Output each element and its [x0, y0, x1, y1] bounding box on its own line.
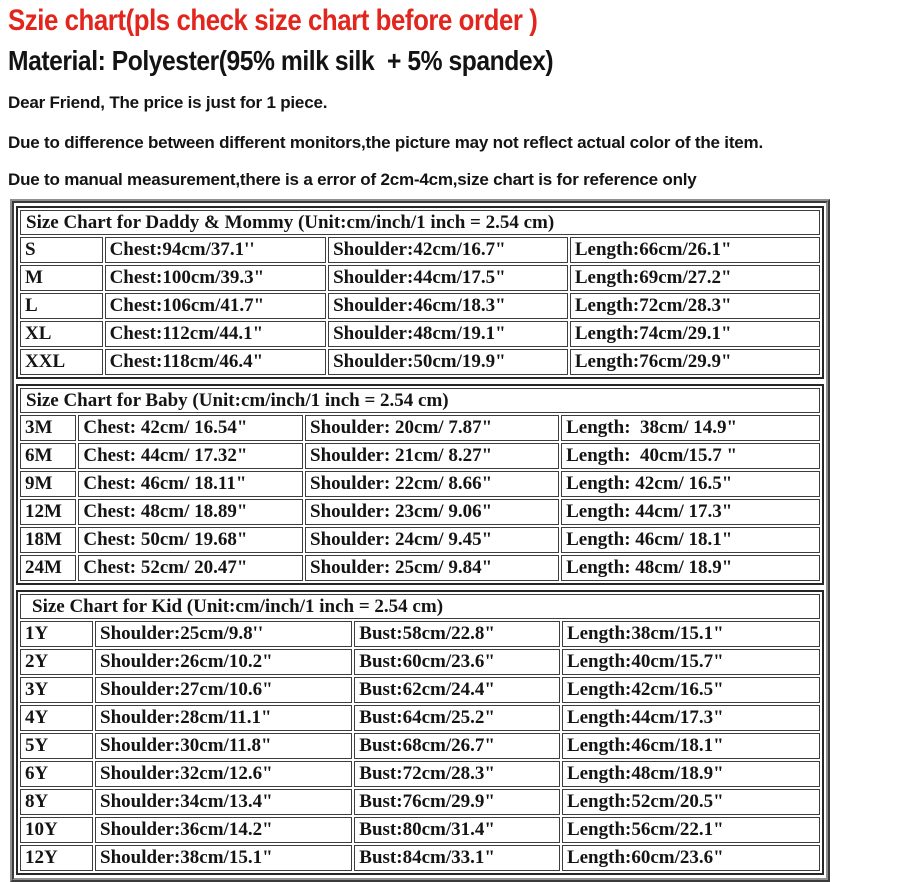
table-title-row [20, 210, 820, 235]
note-monitors: Due to difference between different monitors,the picture may not reflect actual color of the item. [8, 133, 763, 152]
measurement-cell: Bust:72cm/28.3" [354, 761, 560, 787]
measurement-cell: Shoulder: 21cm/ 8.27" [305, 443, 559, 469]
measurement-cell: Chest:118cm/46.4" [105, 349, 327, 375]
measurement-cell: Length: 46cm/ 18.1" [561, 527, 820, 553]
table-row [20, 555, 820, 581]
size-cell: 18M [20, 527, 76, 553]
measurement-cell: Length:74cm/29.1" [570, 321, 820, 347]
measurement-cell: Length: 40cm/15.7 " [561, 443, 820, 469]
table-row [20, 817, 820, 843]
size-cell: 24M [20, 555, 76, 581]
size-chart-page [0, 4, 904, 881]
table-row [20, 677, 820, 703]
measurement-cell: Bust:80cm/31.4" [354, 817, 560, 843]
size-cell: S [20, 237, 103, 263]
measurement-cell: Shoulder: 24cm/ 9.45" [305, 527, 559, 553]
measurement-cell: Bust:62cm/24.4" [354, 677, 560, 703]
measurement-cell: Length:56cm/22.1" [562, 817, 820, 843]
measurement-cell: Length:69cm/27.2" [570, 265, 820, 291]
measurement-cell: Shoulder:42cm/16.7" [328, 237, 568, 263]
measurement-cell: Shoulder:28cm/11.1" [95, 705, 352, 731]
size-table-kid [16, 590, 824, 875]
table-row [20, 845, 820, 871]
table-row [20, 499, 820, 525]
measurement-cell: Chest:112cm/44.1" [105, 321, 327, 347]
measurement-cell: Shoulder:25cm/9.8'' [95, 621, 352, 647]
size-cell: M [20, 265, 103, 291]
table-row [20, 761, 820, 787]
table-row [20, 649, 820, 675]
table-row [20, 321, 820, 347]
measurement-cell: Shoulder:26cm/10.2" [95, 649, 352, 675]
measurement-cell: Length: 44cm/ 17.3" [561, 499, 820, 525]
table-row [20, 237, 820, 263]
table-row [20, 621, 820, 647]
table-row [20, 789, 820, 815]
table-row [20, 705, 820, 731]
size-cell: 6Y [20, 761, 93, 787]
measurement-cell: Length:44cm/17.3" [562, 705, 820, 731]
table-title: Size Chart for Kid (Unit:cm/inch/1 inch = 2.54 cm) [20, 594, 820, 619]
size-cell: 3Y [20, 677, 93, 703]
size-cell: 12Y [20, 845, 93, 871]
measurement-cell: Shoulder:30cm/11.8" [95, 733, 352, 759]
measurement-cell: Length:46cm/18.1" [562, 733, 820, 759]
measurement-cell: Shoulder: 20cm/ 7.87" [305, 415, 559, 441]
size-cell: 4Y [20, 705, 93, 731]
size-cell: 9M [20, 471, 76, 497]
measurement-cell: Shoulder:50cm/19.9" [328, 349, 568, 375]
size-cell: XL [20, 321, 103, 347]
measurement-cell: Chest: 52cm/ 20.47" [78, 555, 303, 581]
measurement-cell: Chest: 44cm/ 17.32" [78, 443, 303, 469]
measurement-cell: Shoulder:46cm/18.3" [328, 293, 568, 319]
measurement-cell: Chest: 46cm/ 18.11" [78, 471, 303, 497]
size-charts-container [10, 199, 830, 882]
measurement-cell: Bust:84cm/33.1" [354, 845, 560, 871]
measurement-cell: Bust:58cm/22.8" [354, 621, 560, 647]
measurement-cell: Shoulder:48cm/19.1" [328, 321, 568, 347]
measurement-cell: Shoulder:27cm/10.6" [95, 677, 352, 703]
measurement-cell: Length:38cm/15.1" [562, 621, 820, 647]
measurement-cell: Chest: 42cm/ 16.54" [78, 415, 303, 441]
size-cell: 8Y [20, 789, 93, 815]
measurement-cell: Shoulder: 23cm/ 9.06" [305, 499, 559, 525]
size-cell: XXL [20, 349, 103, 375]
measurement-cell: Length: 42cm/ 16.5" [561, 471, 820, 497]
table-title-row [20, 388, 820, 413]
measurement-cell: Length:66cm/26.1" [570, 237, 820, 263]
table-title: Size Chart for Baby (Unit:cm/inch/1 inch = 2.54 cm) [20, 388, 820, 413]
measurement-cell: Shoulder:34cm/13.4" [95, 789, 352, 815]
measurement-cell: Length: 48cm/ 18.9" [561, 555, 820, 581]
table-title: Size Chart for Daddy & Mommy (Unit:cm/inch/1 inch = 2.54 cm) [20, 210, 820, 235]
measurement-cell: Length:48cm/18.9" [562, 761, 820, 787]
table-row [20, 443, 820, 469]
table-row [20, 733, 820, 759]
measurement-cell: Chest: 50cm/ 19.68" [78, 527, 303, 553]
table-row [20, 265, 820, 291]
measurement-cell: Length:76cm/29.9" [570, 349, 820, 375]
measurement-cell: Length:52cm/20.5" [562, 789, 820, 815]
measurement-cell: Chest:94cm/37.1'' [105, 237, 327, 263]
measurement-cell: Shoulder: 22cm/ 8.66" [305, 471, 559, 497]
size-cell: 5Y [20, 733, 93, 759]
size-cell: 6M [20, 443, 76, 469]
size-cell: 12M [20, 499, 76, 525]
size-table-baby [16, 384, 824, 585]
measurement-cell: Shoulder:32cm/12.6" [95, 761, 352, 787]
size-cell: 1Y [20, 621, 93, 647]
size-cell: L [20, 293, 103, 319]
material-line: Material: Polyester(95% milk silk + 5% spandex) [8, 45, 554, 76]
measurement-cell: Length:60cm/23.6" [562, 845, 820, 871]
measurement-cell: Length:42cm/16.5" [562, 677, 820, 703]
table-title-row [20, 594, 820, 619]
measurement-cell: Length:40cm/15.7" [562, 649, 820, 675]
table-row [20, 415, 820, 441]
table-row [20, 471, 820, 497]
measurement-cell: Chest:100cm/39.3" [105, 265, 327, 291]
size-cell: 10Y [20, 817, 93, 843]
measurement-cell: Bust:64cm/25.2" [354, 705, 560, 731]
measurement-cell: Bust:60cm/23.6" [354, 649, 560, 675]
size-cell: 3M [20, 415, 76, 441]
size-table-daddy-mommy [16, 206, 824, 379]
measurement-cell: Chest:106cm/41.7" [105, 293, 327, 319]
table-row [20, 527, 820, 553]
measurement-cell: Shoulder:38cm/15.1" [95, 845, 352, 871]
measurement-cell: Length:72cm/28.3" [570, 293, 820, 319]
measurement-cell: Bust:68cm/26.7" [354, 733, 560, 759]
note-price: Dear Friend, The price is just for 1 piece. [8, 93, 328, 112]
table-row [20, 293, 820, 319]
measurement-cell: Length: 38cm/ 14.9" [561, 415, 820, 441]
measurement-cell: Shoulder:36cm/14.2" [95, 817, 352, 843]
table-row [20, 349, 820, 375]
measurement-cell: Bust:76cm/29.9" [354, 789, 560, 815]
measurement-cell: Chest: 48cm/ 18.89" [78, 499, 303, 525]
size-cell: 2Y [20, 649, 93, 675]
page-title: Szie chart(pls check size chart before order ) [8, 4, 538, 37]
measurement-cell: Shoulder:44cm/17.5" [328, 265, 568, 291]
measurement-cell: Shoulder: 25cm/ 9.84" [305, 555, 559, 581]
note-measurement: Due to manual measurement,there is a error of 2cm-4cm,size chart is for reference only [8, 170, 697, 189]
